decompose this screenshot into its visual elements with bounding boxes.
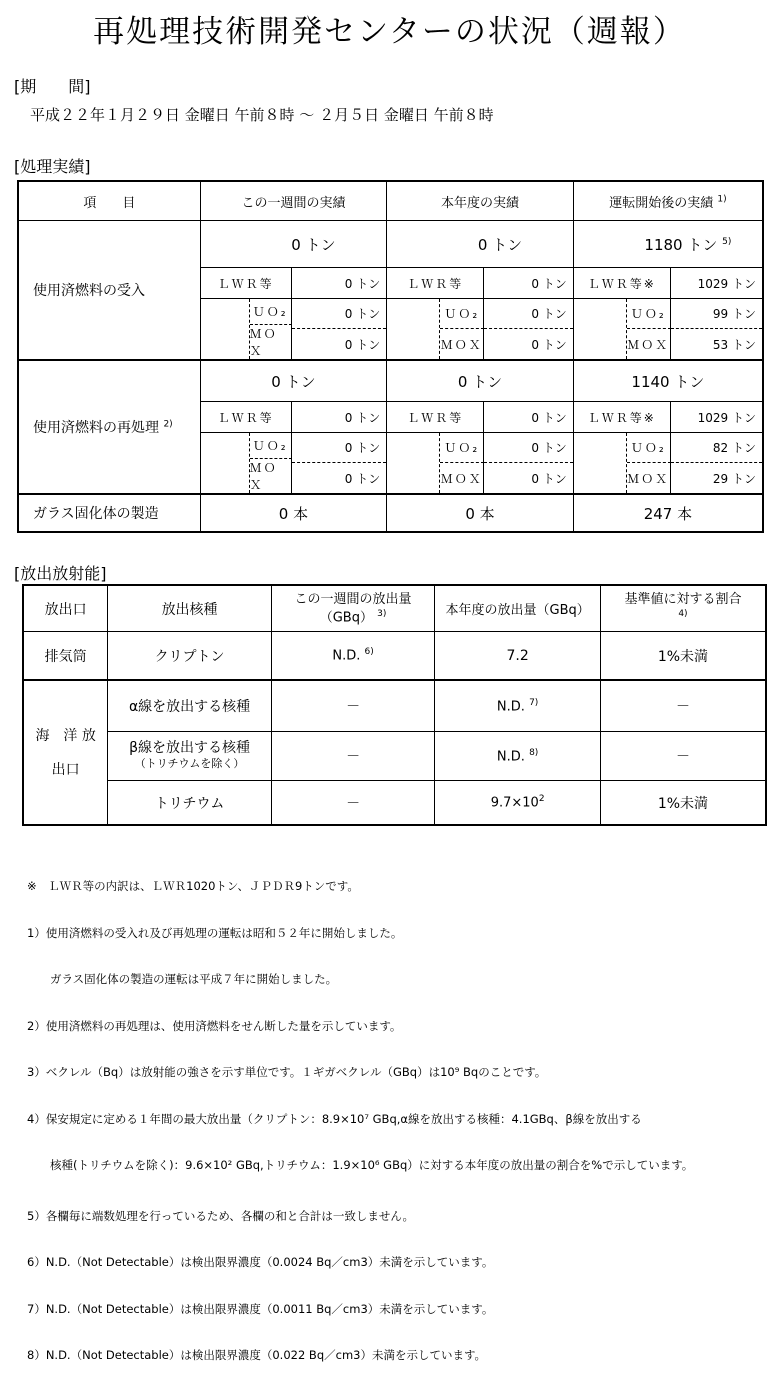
nuclide-tritium: トリチウム <box>108 781 271 826</box>
glass-year: 0 本 <box>387 494 574 532</box>
reprocess-total-row <box>18 360 763 402</box>
reprocess-week-lwr: ＬＷＲ等 0 トン <box>200 402 387 433</box>
nuclide-alpha: α線を放出する核種 <box>108 680 271 732</box>
krypton-week: N.D. $^{6)}$ <box>271 632 435 681</box>
reprocess-week-total: 0 トン <box>200 360 387 402</box>
header-week: この一週間の実績 <box>200 181 387 221</box>
nuclide-krypton: クリプトン <box>108 632 271 681</box>
note-line: 2）使用済燃料の再処理は、使用済燃料をせん断した量を示しています。 <box>27 1018 402 1033</box>
beta-week: － <box>271 732 435 781</box>
glass-week: 0 本 <box>200 494 387 532</box>
receive-all-total: 1180 トン $^{5)}$ <box>573 221 763 268</box>
alpha-ratio: － <box>600 680 766 732</box>
reprocess-week-atr: ＵＯ₂ ＭＯＸ 0 トン 0 トン <box>200 433 387 495</box>
note-line: ガラス固化体の製造の運転は平成７年に開始しました。 <box>27 972 338 986</box>
receive-label: 使用済燃料の受入 <box>18 221 200 361</box>
receive-year-lwr: ＬＷＲ等 0 トン <box>387 268 574 299</box>
note-line: 4）保安規定に定める１年間の最大放出量（クリプトン：8.9×10⁷ GBq,α線を放出する核種：4.1GBq、β線を放出する <box>27 1111 642 1126</box>
beta-year: N.D. $^{8)}$ <box>435 732 601 781</box>
outlet-ocean: 海 洋 放出口 <box>23 680 108 825</box>
receive-week-lwr: ＬＷＲ等 0 トン <box>200 268 387 299</box>
header-ratio: 基準値に対する割合 $^{4)}$ <box>600 585 766 632</box>
header-nuclide: 放出核種 <box>108 585 271 632</box>
table-row <box>23 781 766 826</box>
receive-all-lwr: ＬＷＲ等※ 1029 トン <box>573 268 763 299</box>
period-text: 平成２２年１月２９日 金曜日 午前８時 ～ ２月５日 金曜日 午前８時 <box>30 106 494 124</box>
radiation-table <box>22 584 767 826</box>
receive-year-total: 0 トン <box>387 221 574 268</box>
reprocess-all-total: 1140 トン <box>573 360 763 402</box>
table-header-row <box>18 181 763 221</box>
note-line: 6）N.D.（Not Detectable）は検出限界濃度（0.0024 Bq／cm3）未満を示しています。 <box>27 1255 494 1269</box>
note-line: ※ ＬＷＲ等の内訳は、ＬＷＲ1020トン、ＪＰＤＲ9トンです。 <box>27 879 359 893</box>
outlet-stack: 排気筒 <box>23 632 108 681</box>
header-total: 運転開始後の実績 $^{1)}$ <box>573 181 763 221</box>
note-line: 3）ベクレル（Bq）は放射能の強さを示す単位です。１ギガベクレル（GBq）は10⁹ Bqのことです。 <box>27 1065 547 1079</box>
header-year-release: 本年度の放出量（GBq） <box>435 585 601 632</box>
header-outlet: 放出口 <box>23 585 108 632</box>
reprocess-year-atr: ＵＯ₂ ＭＯＸ 0 トン 0 トン <box>387 433 574 495</box>
alpha-week: － <box>271 680 435 732</box>
notes <box>27 848 693 1379</box>
note-line: 5）各欄毎に端数処理を行っているため、各欄の和と合計は一致しません。 <box>27 1208 415 1223</box>
beta-ratio: － <box>600 732 766 781</box>
receive-week-atr: ＵＯ₂ ＭＯＸ 0 トン 0 トン <box>200 299 387 361</box>
glass-label: ガラス固化体の製造 <box>18 494 200 532</box>
header-item: 項 目 <box>18 181 200 221</box>
reprocess-year-lwr: ＬＷＲ等 0 トン <box>387 402 574 433</box>
reprocess-all-atr: ＵＯ₂ ＭＯＸ 82 トン 29 トン <box>573 433 763 495</box>
note-line: 核種(トリチウムを除く)：9.6×10² GBq,トリチウム：1.9×10⁶ GBq）に対する本年度の放出量の割合を%で示しています。 <box>27 1158 694 1172</box>
krypton-year: 7.2 <box>435 632 601 681</box>
receive-total-row <box>18 221 763 268</box>
processing-table <box>17 180 764 533</box>
header-year: 本年度の実績 <box>387 181 574 221</box>
note-line: 7）N.D.（Not Detectable）は検出限界濃度（0.0011 Bq／cm3）未満を示しています。 <box>27 1301 494 1316</box>
tritium-week: － <box>271 781 435 826</box>
note-line: 1）使用済燃料の受入れ及び再処理の運転は昭和５２年に開始しました。 <box>27 925 403 940</box>
nuclide-beta: β線を放出する核種 （トリチウムを除く） <box>108 732 271 781</box>
receive-year-atr: ＵＯ₂ ＭＯＸ 0 トン 0 トン <box>387 299 574 361</box>
reprocess-year-total: 0 トン <box>387 360 574 402</box>
period-heading: [期 間] <box>14 77 91 96</box>
table-row <box>23 632 766 681</box>
reprocess-label: 使用済燃料の再処理 $^{2)}$ <box>18 360 200 494</box>
table-row <box>23 680 766 732</box>
note-line: 8）N.D.（Not Detectable）は検出限界濃度（0.022 Bq／cm3）未満を示しています。 <box>27 1348 487 1362</box>
tritium-year: $9.7\times 10^2$ <box>435 781 601 826</box>
header-week-release: この一週間の放出量（GBq） $^{3)}$ <box>271 585 435 632</box>
glass-row <box>18 494 763 532</box>
glass-total: 247 本 <box>573 494 763 532</box>
tritium-ratio: 1%未満 <box>600 781 766 826</box>
table-row <box>23 732 766 781</box>
page-title: 再処理技術開発センターの状況（週報） <box>93 14 686 50</box>
radiation-header-row <box>23 585 766 632</box>
processing-heading: [処理実績] <box>14 157 91 176</box>
alpha-year: N.D. $^{7)}$ <box>435 680 601 732</box>
krypton-ratio: 1%未満 <box>600 632 766 681</box>
receive-all-atr: ＵＯ₂ ＭＯＸ 99 トン 53 トン <box>573 299 763 361</box>
reprocess-all-lwr: ＬＷＲ等※ 1029 トン <box>573 402 763 433</box>
receive-week-total: 0 トン <box>200 221 387 268</box>
radiation-heading: [放出放射能] <box>14 564 107 583</box>
